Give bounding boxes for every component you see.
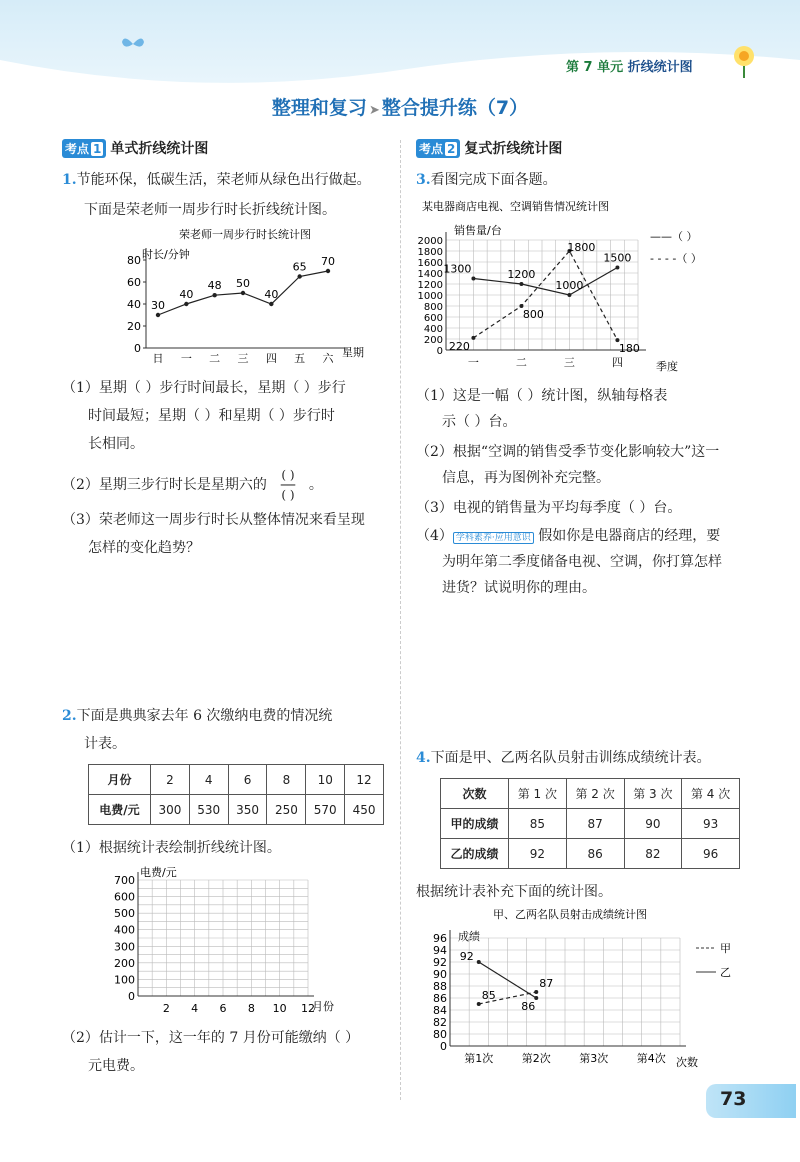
chart-title: 某电器商店电视、空调销售情况统计图 (422, 200, 609, 213)
x-tick-label: 2 (162, 1002, 170, 1014)
y-axis-label: 成绩 (458, 930, 480, 943)
data-label: 1800 (567, 241, 596, 254)
data-label: 50 (236, 277, 250, 290)
kaodian-2 (416, 138, 562, 158)
y-tick-label: 600 (423, 313, 443, 324)
q3-sub4b: 为明年第二季度储备电视、空调，你打算怎样 (442, 554, 722, 570)
y-tick-label: 100 (114, 973, 135, 987)
x-tick-label: 六 (322, 352, 334, 365)
data-point (269, 302, 273, 306)
data-point (471, 277, 475, 281)
kaodian-label: 单式折线统计图 (110, 141, 209, 157)
bill-table (88, 764, 384, 825)
q2-sub1: （1）根据统计表绘制折线统计图。 (62, 840, 281, 856)
y-tick-label: 96 (433, 932, 447, 945)
data-label: 1500 (603, 251, 632, 265)
y-tick-label: 200 (114, 956, 135, 970)
kaodian-label: 复式折线统计图 (464, 141, 563, 157)
table-cell: 10 (306, 765, 345, 795)
table-cell: 第 3 次 (624, 779, 682, 809)
table-cell: 350 (228, 795, 267, 825)
y-tick-label: 400 (423, 324, 443, 335)
table-cell: 92 (509, 839, 567, 869)
y-tick-label: 86 (433, 992, 447, 1005)
data-label: 1300 (443, 262, 472, 276)
q3-sub2b: 信息，再为图例补充完整。 (442, 470, 610, 486)
x-tick-label: 第4次 (636, 1052, 666, 1065)
table-cell: 86 (566, 839, 624, 869)
y-tick-label: 600 (114, 890, 135, 904)
q1-line2: 下面是荣老师一周步行时长折线统计图。 (84, 202, 336, 218)
x-tick-label: 四 (611, 356, 623, 369)
table-cell: 甲的成绩 (441, 809, 509, 839)
x-tick-label: 8 (247, 1002, 255, 1014)
q2-sub2a: （2）估计一下，这一年的 7 月份可能缴纳（ ） (62, 1030, 360, 1046)
data-point (477, 960, 481, 964)
y-tick-label: 0 (440, 1040, 447, 1053)
table-cell: 570 (306, 795, 345, 825)
flower-icon (724, 38, 764, 78)
y-tick-label: 1200 (417, 280, 443, 291)
table-row (441, 779, 740, 809)
unit-title (566, 56, 693, 75)
y-tick-label: 0 (134, 342, 141, 355)
q3-sub4c: 进货？试说明你的理由。 (442, 580, 596, 596)
column-divider (400, 140, 401, 1100)
y-tick-label: 0 (128, 990, 135, 1003)
y-tick-label: 300 (114, 940, 135, 954)
walking-chart (110, 226, 380, 366)
chart-title: 荣老师一周步行时长统计图 (179, 228, 311, 241)
page-number: 73 (720, 1088, 747, 1110)
q1-sub1b: 时间最短；星期（ ）和星期（ ）步行时 (88, 408, 335, 424)
x-tick-label: 4 (191, 1002, 199, 1014)
x-tick-label: 三 (237, 352, 249, 365)
kaodian-1 (62, 138, 208, 158)
data-point (326, 269, 330, 273)
title-right: 整合提升练（7） (381, 97, 529, 119)
table-row (89, 795, 384, 825)
table-cell: 4 (189, 765, 228, 795)
q2-line2: 计表。 (84, 736, 126, 752)
q3-sub2a: （2）根据“空调的销售受季节变化影响较大”这一 (416, 444, 720, 460)
x-tick-label: 二 (515, 356, 527, 369)
y-tick-label: 700 (114, 874, 135, 887)
y-tick-label: 20 (127, 320, 141, 333)
y-tick-label: 94 (433, 944, 447, 957)
x-tick-label: 日 (152, 352, 164, 365)
table-cell: 93 (682, 809, 740, 839)
q1-sub3b: 怎样的变化趋势？ (88, 540, 200, 556)
data-label: 87 (539, 977, 554, 990)
legend-a: 甲 (720, 942, 731, 955)
data-point (615, 266, 619, 270)
table-cell: 次数 (441, 779, 509, 809)
y-tick-label: 200 (423, 335, 443, 346)
kaodian-badge: 考点 1 (62, 139, 106, 158)
table-cell: 电费/元 (89, 795, 151, 825)
y-tick-label: 2000 (417, 236, 443, 247)
skill-tag: 学科素养·应用意识 (453, 532, 534, 544)
y-tick-label: 90 (433, 968, 447, 981)
x-tick-label: 6 (219, 1002, 227, 1014)
data-point (471, 336, 475, 340)
table-cell: 96 (682, 839, 740, 869)
y-tick-label: 800 (423, 302, 443, 313)
q1-line1: 1.节能环保，低碳生活，荣老师从绿色出行做起。 (62, 172, 371, 188)
x-axis-label: 月份 (312, 1000, 334, 1013)
q1-sub1c: 长相同。 (88, 436, 144, 452)
table-cell: 8 (267, 765, 306, 795)
y-tick-label: 88 (433, 980, 447, 993)
table-cell: 6 (228, 765, 267, 795)
data-point (567, 293, 571, 297)
table-cell: 乙的成绩 (441, 839, 509, 869)
table-cell: 2 (151, 765, 190, 795)
legend-b: 乙 (720, 966, 731, 979)
y-tick-label: 1800 (417, 247, 443, 258)
data-label: 1200 (507, 268, 536, 281)
table-cell: 第 4 次 (682, 779, 740, 809)
data-label: 40 (264, 288, 279, 301)
chart-title: 甲、乙两名队员射击成绩统计图 (493, 908, 647, 921)
data-point (156, 313, 160, 317)
legend-dashed: - - - -（ ） (650, 252, 702, 265)
table-cell: 250 (267, 795, 306, 825)
series-line (473, 268, 617, 296)
q3-line1: 3.看图完成下面各题。 (416, 172, 557, 188)
table-cell: 450 (345, 795, 384, 825)
x-tick-label: 10 (272, 1002, 287, 1014)
y-tick-label: 84 (433, 1004, 447, 1017)
y-tick-label: 92 (433, 956, 447, 969)
x-tick-label: 12 (301, 1002, 315, 1014)
x-tick-label: 第3次 (579, 1052, 609, 1065)
data-label: 1000 (555, 279, 584, 292)
y-tick-label: 400 (114, 923, 135, 937)
table-cell: 90 (624, 809, 682, 839)
q3-sub1b: 示（ ）台。 (442, 414, 517, 430)
y-tick-label: 82 (433, 1016, 447, 1029)
x-axis-label: 季度 (656, 360, 678, 373)
data-label: 220 (448, 339, 470, 353)
q1-sub2: （2）星期三步行时长是星期六的( ) ── ( )。 (62, 468, 323, 502)
data-point (519, 282, 523, 286)
table-cell: 第 2 次 (566, 779, 624, 809)
y-tick-label: 80 (433, 1028, 447, 1041)
q3-sub1a: （1）这是一幅（ ）统计图，纵轴每格表 (416, 388, 668, 404)
y-tick-label: 40 (127, 298, 141, 311)
y-tick-label: 60 (127, 276, 141, 289)
data-label: 92 (459, 950, 474, 963)
page-title (0, 93, 800, 120)
table-cell: 85 (509, 809, 567, 839)
kaodian-badge: 考点 2 (416, 139, 460, 158)
q4-line2: 根据统计表补充下面的统计图。 (416, 884, 612, 900)
data-label: 30 (151, 299, 165, 312)
data-label: 85 (481, 989, 496, 1002)
y-tick-label: 80 (127, 254, 141, 267)
x-axis-label: 次数 (676, 1056, 698, 1069)
table-cell: 530 (189, 795, 228, 825)
y-tick-label: 1000 (417, 291, 443, 302)
y-axis-label: 电费/元 (140, 866, 177, 879)
table-cell: 87 (566, 809, 624, 839)
butterfly-icon (120, 34, 146, 54)
data-point (297, 274, 301, 278)
bill-chart-grid[interactable] (100, 862, 370, 1014)
data-label: 800 (522, 308, 544, 321)
series-line (473, 251, 617, 340)
sales-chart (414, 196, 764, 376)
x-tick-label: 四 (265, 352, 277, 365)
data-label: 40 (179, 288, 194, 301)
data-point (212, 293, 216, 297)
x-tick-label: 一 (180, 352, 192, 365)
q1-sub3a: （3）荣老师这一周步行时长从整体情况来看呈现 (62, 512, 365, 528)
q2-sub2b: 元电费。 (88, 1058, 144, 1074)
x-tick-label: 一 (467, 356, 479, 369)
title-left: 整理和复习 (271, 97, 367, 119)
x-tick-label: 二 (209, 352, 221, 365)
unit-name: 折线统计图 (627, 60, 693, 75)
table-cell: 82 (624, 839, 682, 869)
unit-label: 第 7 单元 (566, 60, 624, 75)
q4-line1: 4.下面是甲、乙两名队员射击训练成绩统计表。 (416, 750, 711, 766)
y-axis-label: 销售量/台 (454, 224, 502, 237)
q2-line1: 2.下面是典典家去年 6 次缴纳电费的情况统 (62, 708, 333, 724)
legend-solid: ——（ ） (650, 230, 698, 243)
fraction-blank[interactable]: ( ) ── ( ) (280, 468, 296, 502)
table-row (441, 839, 740, 869)
table-row (89, 765, 384, 795)
q3-sub3: （3）电视的销售量为平均每季度（ ）台。 (416, 500, 682, 516)
x-axis-label: 星期 (342, 346, 364, 359)
table-cell: 第 1 次 (509, 779, 567, 809)
page-number-tab (706, 1084, 796, 1118)
data-label: 86 (521, 1000, 536, 1013)
shooting-chart (420, 906, 750, 1078)
data-label: 65 (292, 260, 307, 274)
data-label: 48 (207, 279, 222, 293)
y-tick-label: 500 (114, 907, 135, 921)
y-axis-label: 时长/分钟 (142, 248, 190, 261)
x-tick-label: 第1次 (464, 1052, 494, 1065)
y-tick-label: 1400 (417, 269, 443, 280)
q1-sub1a: （1）星期（ ）步行时间最长，星期（ ）步行 (62, 380, 346, 396)
x-tick-label: 第2次 (521, 1052, 551, 1065)
data-point (477, 1002, 481, 1006)
data-label: 180 (618, 342, 640, 356)
y-tick-label: 0 (436, 346, 443, 357)
data-point (184, 302, 188, 306)
y-tick-label: 1600 (417, 258, 443, 269)
data-label: 70 (321, 255, 335, 268)
table-cell: 月份 (89, 765, 151, 795)
data-point (241, 291, 245, 295)
shooting-table (440, 778, 740, 869)
x-tick-label: 五 (294, 352, 306, 365)
x-tick-label: 三 (563, 356, 575, 369)
q3-sub4a: （4） 学科素养·应用意识 假如你是电器商店的经理，要 (416, 528, 721, 544)
table-cell: 12 (345, 765, 384, 795)
table-cell: 300 (151, 795, 190, 825)
table-row (441, 809, 740, 839)
arrow-icon: ➤ (368, 103, 380, 118)
data-point (534, 990, 538, 994)
